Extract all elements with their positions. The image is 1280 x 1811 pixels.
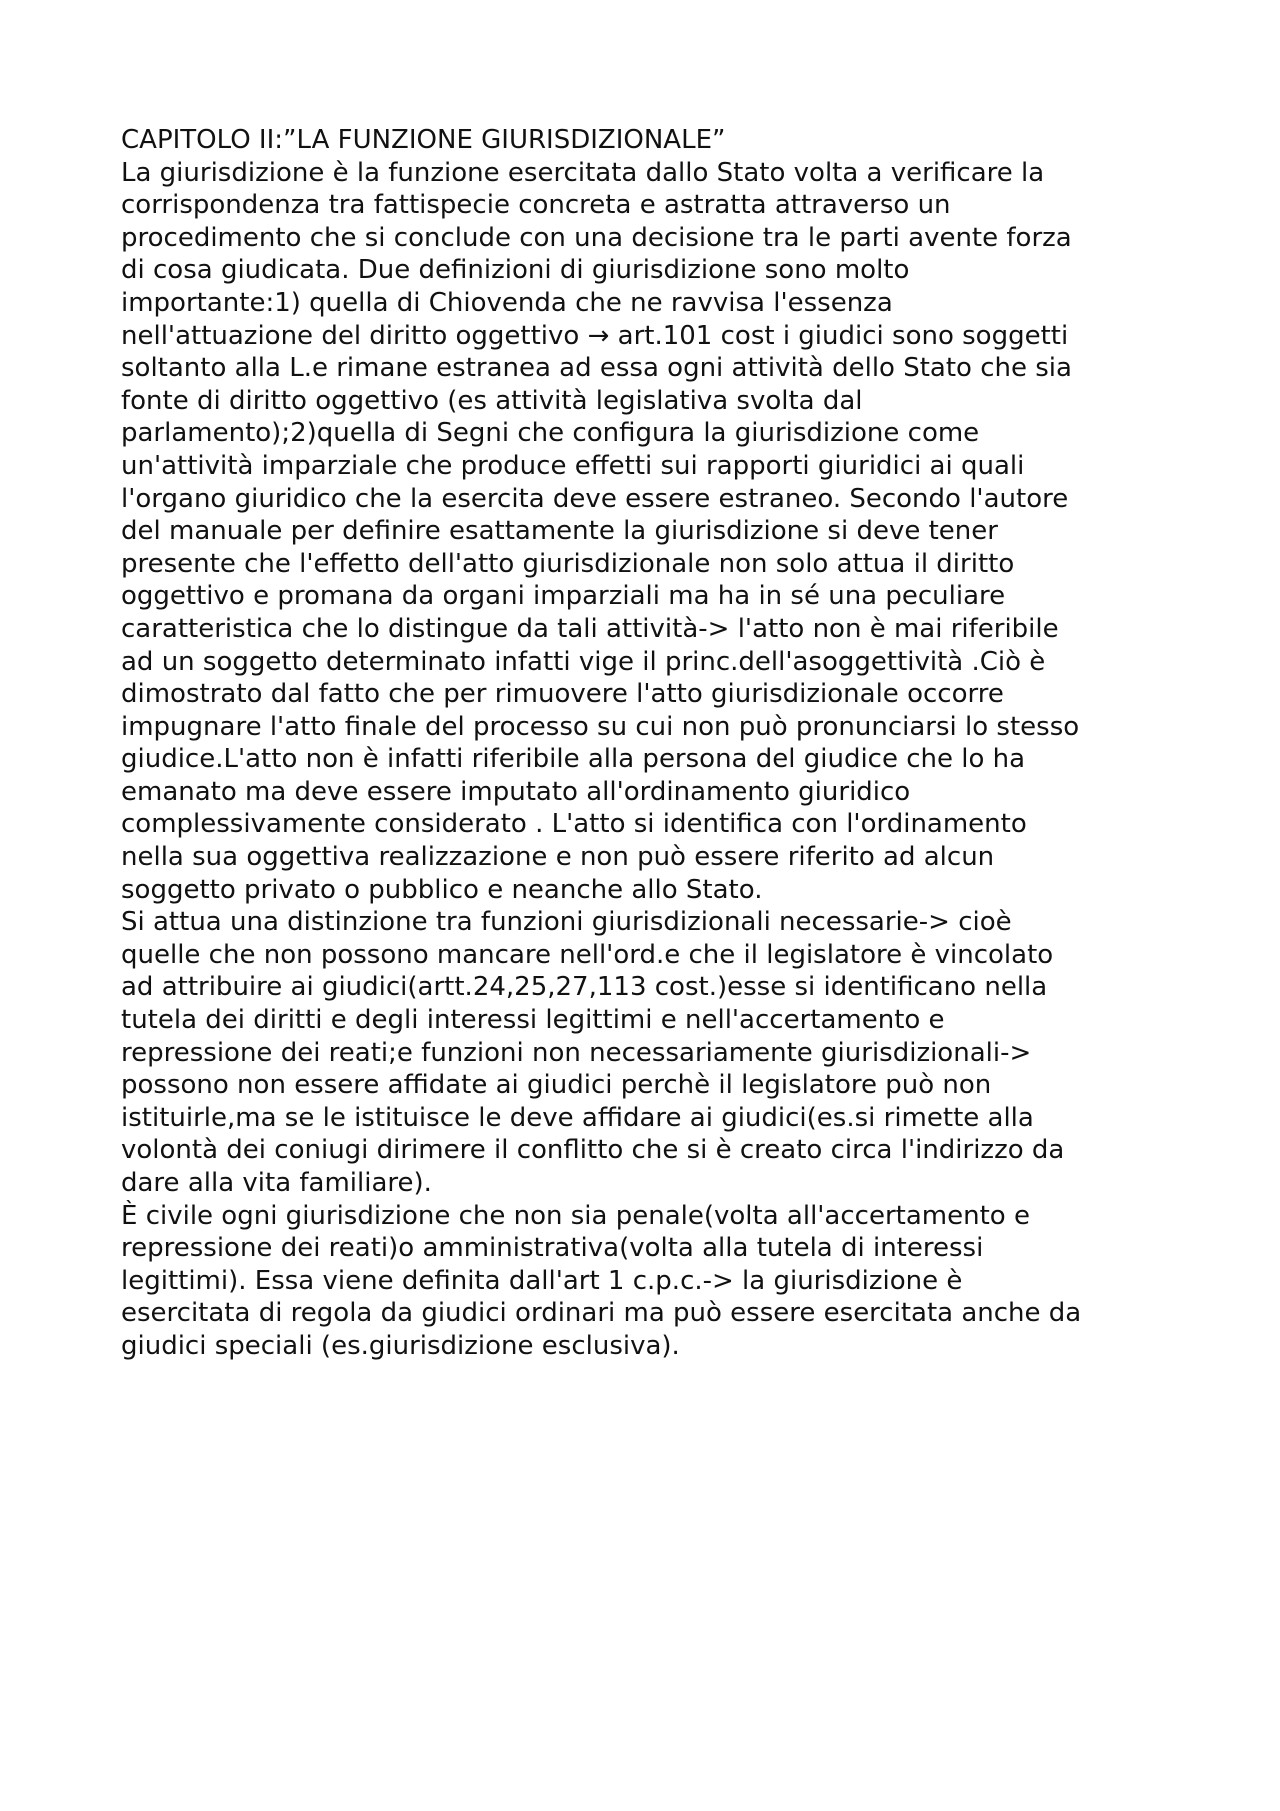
text-line: impugnare l'atto finale del processo su cui non può pronunciarsi lo stesso <box>121 711 1080 742</box>
text-line: parlamento);2)quella di Segni che configura la giurisdizione come <box>121 418 980 449</box>
text-line: possono non essere affidate ai giudici perchè il legislatore può non <box>121 1070 992 1101</box>
text-line: La giurisdizione è la funzione esercitata dallo Stato volta a verificare la <box>121 157 1045 188</box>
document-body <box>121 124 1171 1363</box>
text-line: giudice.L'atto non è infatti riferibile alla persona del giudice che lo ha <box>121 744 1026 775</box>
text-line: repressione dei reati;e funzioni non necessariamente giurisdizionali-> <box>121 1037 1032 1068</box>
text-line: quelle che non possono mancare nell'ord.e che il legislatore è vincolato <box>121 939 1054 970</box>
text-line: volontà dei coniugi dirimere il conflitto che si è creato circa l'indirizzo da <box>121 1135 1065 1166</box>
text-line: nella sua oggettiva realizzazione e non può essere riferito ad alcun <box>121 842 995 873</box>
text-line: istituirle,ma se le istituisce le deve affidare ai giudici(es.si rimette alla <box>121 1102 1034 1133</box>
text-line: fonte di diritto oggettivo (es attività legislativa svolta dal <box>121 385 863 416</box>
text-line: Si attua una distinzione tra funzioni giurisdizionali necessarie-> cioè <box>121 907 1012 938</box>
text-line: caratteristica che lo distingue da tali attività-> l'atto non è mai riferibile <box>121 613 1059 644</box>
text-line: emanato ma deve essere imputato all'ordinamento giuridico <box>121 776 911 807</box>
text-line: dare alla vita familiare). <box>121 1168 432 1198</box>
text-line: procedimento che si conclude con una decisione tra le parti avente forza <box>121 222 1072 253</box>
text-line: ad attribuire ai giudici(artt.24,25,27,113 cost.)esse si identificano nella <box>121 972 1048 1003</box>
text-line: complessivamente considerato . L'atto si identifica con l'ordinamento <box>121 809 1027 840</box>
text-line: ad un soggetto determinato infatti vige il princ.dell'asoggettività .Ciò è <box>121 646 1046 677</box>
text-line: un'attività imparziale che produce effetti sui rapporti giuridici ai quali <box>121 450 1025 481</box>
paragraph <box>121 906 1171 1199</box>
chapter-title: CAPITOLO II:”LA FUNZIONE GIURISDIZIONALE” <box>121 125 726 155</box>
text-line: soggetto privato o pubblico e neanche allo Stato. <box>121 874 763 905</box>
text-line: dimostrato dal fatto che per rimuovere l'atto giurisdizionale occorre <box>121 679 1004 710</box>
text-line: del manuale per definire esattamente la giurisdizione si deve tener <box>121 516 998 547</box>
text-line: tutela dei diritti e degli interessi legittimi e nell'accertamento e <box>121 1005 945 1036</box>
text-line: di cosa giudicata. Due definizioni di giurisdizione sono molto <box>121 255 910 286</box>
text-line: giudici speciali (es.giurisdizione esclusiva). <box>121 1330 680 1361</box>
text-line: soltanto alla L.e rimane estranea ad essa ogni attività dello Stato che sia <box>121 353 1072 384</box>
text-line: esercitata di regola da giudici ordinari ma può essere esercitata anche da <box>121 1298 1082 1329</box>
text-line: presente che l'effetto dell'atto giurisdizionale non solo attua il diritto <box>121 548 1015 579</box>
text-line: legittimi). Essa viene definita dall'art 1 c.p.c.-> la giurisdizione è <box>121 1265 963 1296</box>
text-line: nell'attuazione del diritto oggettivo → art.101 cost i giudici sono soggetti <box>121 320 1069 351</box>
text-line: È civile ogni giurisdizione che non sia penale(volta all'accertamento e <box>121 1200 1030 1231</box>
text-line: repressione dei reati)o amministrativa(volta alla tutela di interessi <box>121 1233 984 1264</box>
paragraph <box>121 157 1171 907</box>
paragraph <box>121 1200 1171 1363</box>
text-line: oggettivo e promana da organi imparziali ma ha in sé una peculiare <box>121 581 1006 612</box>
text-line: l'organo giuridico che la esercita deve essere estraneo. Secondo l'autore <box>121 483 1069 514</box>
text-line: corrispondenza tra fattispecie concreta e astratta attraverso un <box>121 190 951 221</box>
text-line: importante:1) quella di Chiovenda che ne ravvisa l'essenza <box>121 287 893 318</box>
